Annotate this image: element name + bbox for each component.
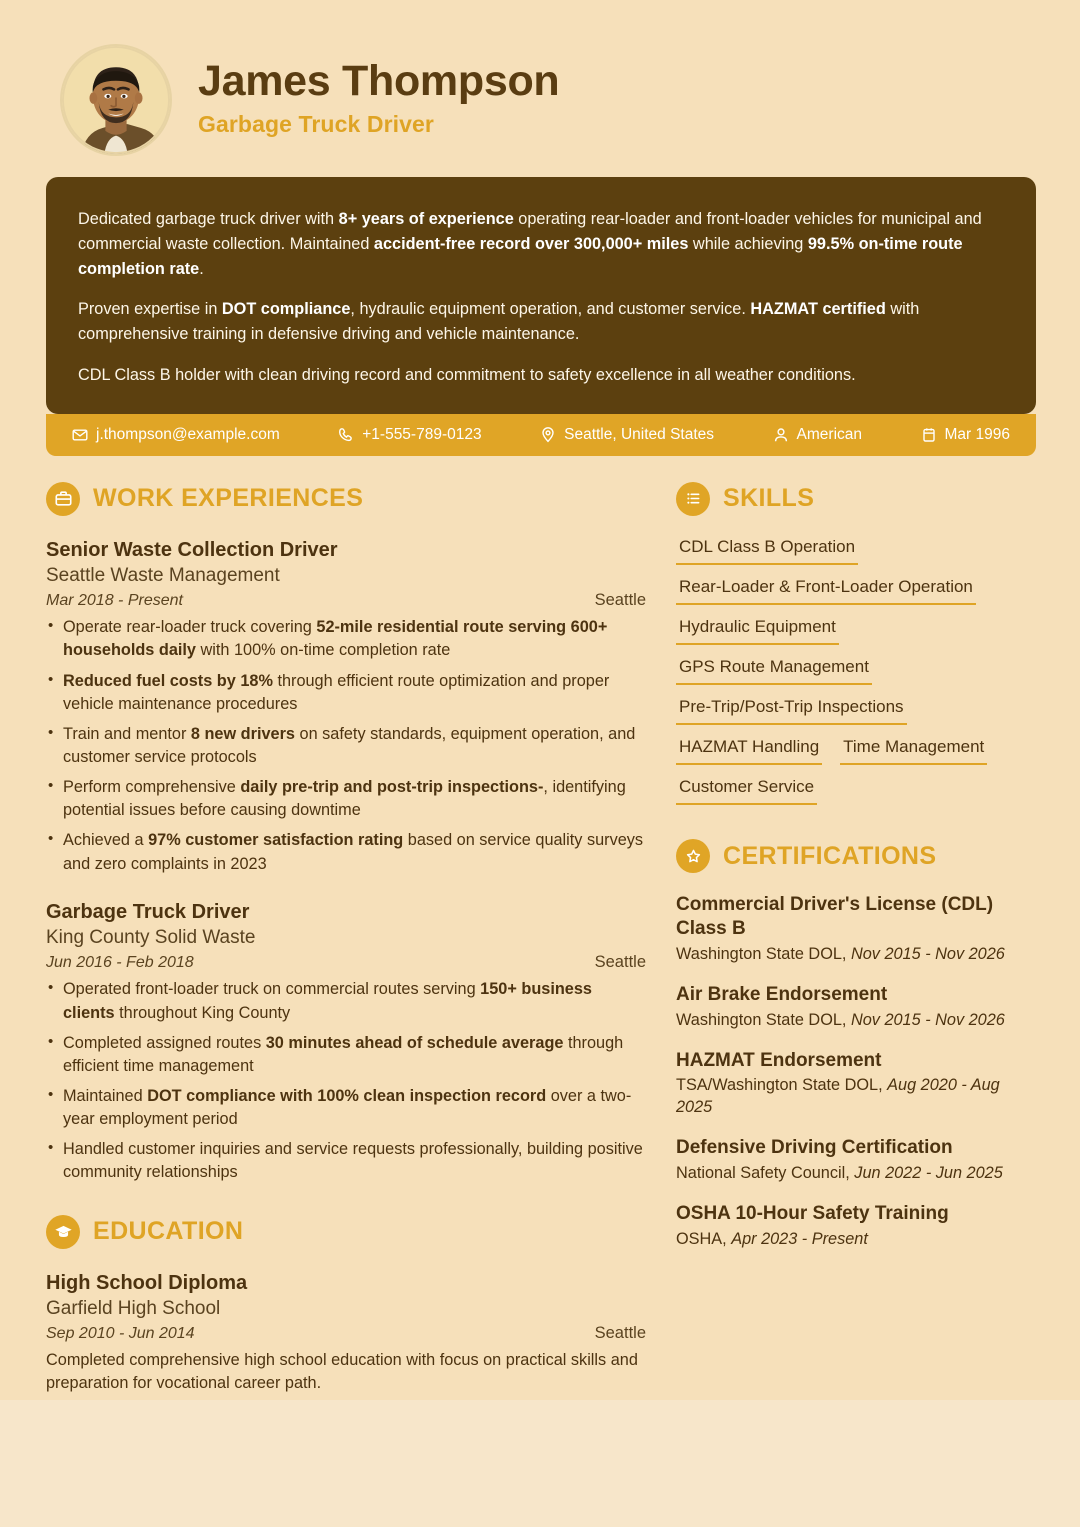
- education-entry: [46, 1271, 646, 1396]
- summary-paragraph-3: CDL Class B holder with clean driving record and commitment to safety excellence in all weather conditions.: [78, 365, 856, 384]
- star-badge-icon: [676, 839, 710, 873]
- work-entry-location: Seattle: [594, 591, 646, 610]
- work-entry-meta: [46, 591, 646, 610]
- work-entry: [46, 538, 646, 876]
- certification-name: Air Brake Endorsement: [676, 983, 888, 1005]
- education-entry-title: High School Diploma: [46, 1271, 248, 1294]
- certification-entry: [676, 1202, 1036, 1250]
- work-entry-bullets: [46, 616, 646, 875]
- phone-icon: [338, 427, 354, 443]
- certification-name: HAZMAT Endorsement: [676, 1049, 882, 1071]
- education-entry-dates: Sep 2010 - Jun 2014: [46, 1325, 195, 1343]
- skills-list: [676, 536, 1036, 806]
- certification-details: Washington State DOL, Nov 2015 - Nov 2026: [676, 944, 1005, 963]
- contact-nationality: [773, 426, 862, 444]
- section-title-education: EDUCATION: [93, 1217, 244, 1245]
- certification-entry: [676, 1136, 1036, 1184]
- section-title-skills: SKILLS: [723, 484, 815, 513]
- resume-header: [0, 0, 1080, 156]
- section-title-work: WORK EXPERIENCES: [93, 484, 364, 513]
- name-block: [198, 58, 559, 142]
- contact-location-text: Seattle, United States: [564, 425, 715, 443]
- work-entry-bullets: [46, 978, 646, 1184]
- work-entry-dates: Jun 2016 - Feb 2018: [46, 954, 194, 972]
- summary-paragraph-2: Proven expertise in DOT compliance, hydraulic equipment operation, and customer service. HAZMAT certified with comprehensive training in defensive driving and vehicle maintenance.: [78, 300, 920, 344]
- certification-details: National Safety Council, Jun 2022 - Jun 2025: [676, 1164, 1003, 1182]
- work-entry-organization: King County Solid Waste: [46, 926, 256, 948]
- contact-phone[interactable]: [338, 426, 481, 444]
- page-outer-background: [0, 1400, 1080, 1527]
- education-entry-organization: Garfield High School: [46, 1297, 221, 1319]
- candidate-job-title: Garbage Truck Driver: [198, 111, 434, 138]
- certification-entry: [676, 893, 1036, 965]
- work-entry-dates: Mar 2018 - Present: [46, 592, 183, 610]
- certification-entry: [676, 1049, 1036, 1119]
- skill-tag: Time Management: [840, 736, 987, 765]
- work-entry-organization: Seattle Waste Management: [46, 564, 280, 586]
- education-entry-location: Seattle: [594, 1324, 646, 1343]
- work-entry-title: Senior Waste Collection Driver: [46, 538, 338, 561]
- contact-email-text: j.thompson@example.com: [96, 425, 280, 443]
- certification-details: TSA/Washington State DOL, Aug 2020 - Aug 2025: [676, 1076, 1000, 1117]
- section-header-work: [46, 482, 646, 516]
- skill-tag: GPS Route Management: [676, 656, 872, 685]
- resume-body: [0, 456, 1080, 1396]
- summary-card: [46, 177, 1036, 414]
- work-entry-location: Seattle: [594, 953, 646, 972]
- education-entry-meta: [46, 1324, 646, 1343]
- work-entry-meta: [46, 953, 646, 972]
- skill-tag: Rear-Loader & Front-Loader Operation: [676, 576, 976, 605]
- work-entry-title: Garbage Truck Driver: [46, 900, 250, 923]
- contact-nationality-text: American: [796, 425, 862, 443]
- skill-tag: Hydraulic Equipment: [676, 616, 839, 645]
- contact-phone-text: +1-555-789-0123: [362, 425, 482, 443]
- calendar-icon: [921, 427, 937, 443]
- skill-tag: Pre-Trip/Post-Trip Inspections: [676, 696, 907, 725]
- certification-entry: [676, 983, 1036, 1031]
- candidate-name: James Thompson: [198, 56, 560, 105]
- bullet-item: • Maintained DOT compliance with 100% clean inspection record over a two-year employment period: [46, 1085, 646, 1131]
- person-icon: [773, 427, 789, 443]
- section-header-skills: [676, 482, 1036, 516]
- certification-name: Commercial Driver's License (CDL) Class B: [676, 894, 994, 939]
- contact-bar: [46, 414, 1036, 456]
- contact-email[interactable]: [72, 426, 280, 444]
- briefcase-icon: [46, 482, 80, 516]
- summary-paragraph-1: Dedicated garbage truck driver with 8+ years of experience operating rear-loader and front-loader vehicles for municipal and commercial waste collection. Maintained accident-free record over 300,000+ miles while achieving 99.5% on-time route completion rate.: [78, 210, 982, 278]
- bullet-item: • Train and mentor 8 new drivers on safety standards, equipment operation, and customer service protocols: [46, 723, 646, 769]
- contact-birth-date-text: Mar 1996: [944, 425, 1010, 443]
- left-column: [46, 482, 646, 1396]
- envelope-icon: [72, 427, 88, 443]
- avatar: [60, 44, 172, 156]
- section-title-certifications: CERTIFICATIONS: [723, 841, 937, 870]
- bullet-item: • Reduced fuel costs by 18% through efficient route optimization and proper vehicle maintenance procedures: [46, 670, 646, 716]
- skill-tag: Customer Service: [676, 776, 817, 805]
- bullet-item: • Operated front-loader truck on commercial routes serving 150+ business clients throughout King County: [46, 978, 646, 1024]
- right-column: [676, 482, 1036, 1250]
- bullet-item: • Handled customer inquiries and service requests professionally, building positive community relationships: [46, 1138, 646, 1184]
- certification-name: Defensive Driving Certification: [676, 1137, 953, 1159]
- education-list: [46, 1271, 646, 1396]
- certification-details: OSHA, Apr 2023 - Present: [676, 1229, 868, 1248]
- graduation-cap-icon: [46, 1215, 80, 1249]
- skill-tag: CDL Class B Operation: [676, 536, 858, 565]
- bullet-item: • Operate rear-loader truck covering 52-mile residential route serving 600+ households daily with 100% on-time completion rate: [46, 616, 646, 662]
- bullet-item: • Achieved a 97% customer satisfaction rating based on service quality surveys and zero complaints in 2023: [46, 829, 646, 875]
- bullet-item: • Completed assigned routes 30 minutes ahead of schedule average through efficient time management: [46, 1032, 646, 1078]
- certification-list: [676, 893, 1036, 1250]
- contact-birth-date: [921, 426, 1010, 444]
- location-pin-icon: [540, 427, 556, 443]
- certification-name: OSHA 10-Hour Safety Training: [676, 1203, 949, 1224]
- work-entry: [46, 900, 646, 1185]
- contact-location: [540, 426, 714, 444]
- bullet-item: • Perform comprehensive daily pre-trip and post-trip inspections-, identifying potential issues before causing downtime: [46, 776, 646, 822]
- section-header-certifications: [676, 839, 1036, 873]
- education-entry-description: Completed comprehensive high school education with focus on practical skills and preparation for vocational career path.: [46, 1351, 638, 1393]
- certification-details: Washington State DOL, Nov 2015 - Nov 2026: [676, 1010, 1005, 1029]
- work-experience-list: [46, 538, 646, 1185]
- skill-tag: HAZMAT Handling: [676, 736, 822, 765]
- list-icon: [676, 482, 710, 516]
- section-header-education: [46, 1215, 646, 1249]
